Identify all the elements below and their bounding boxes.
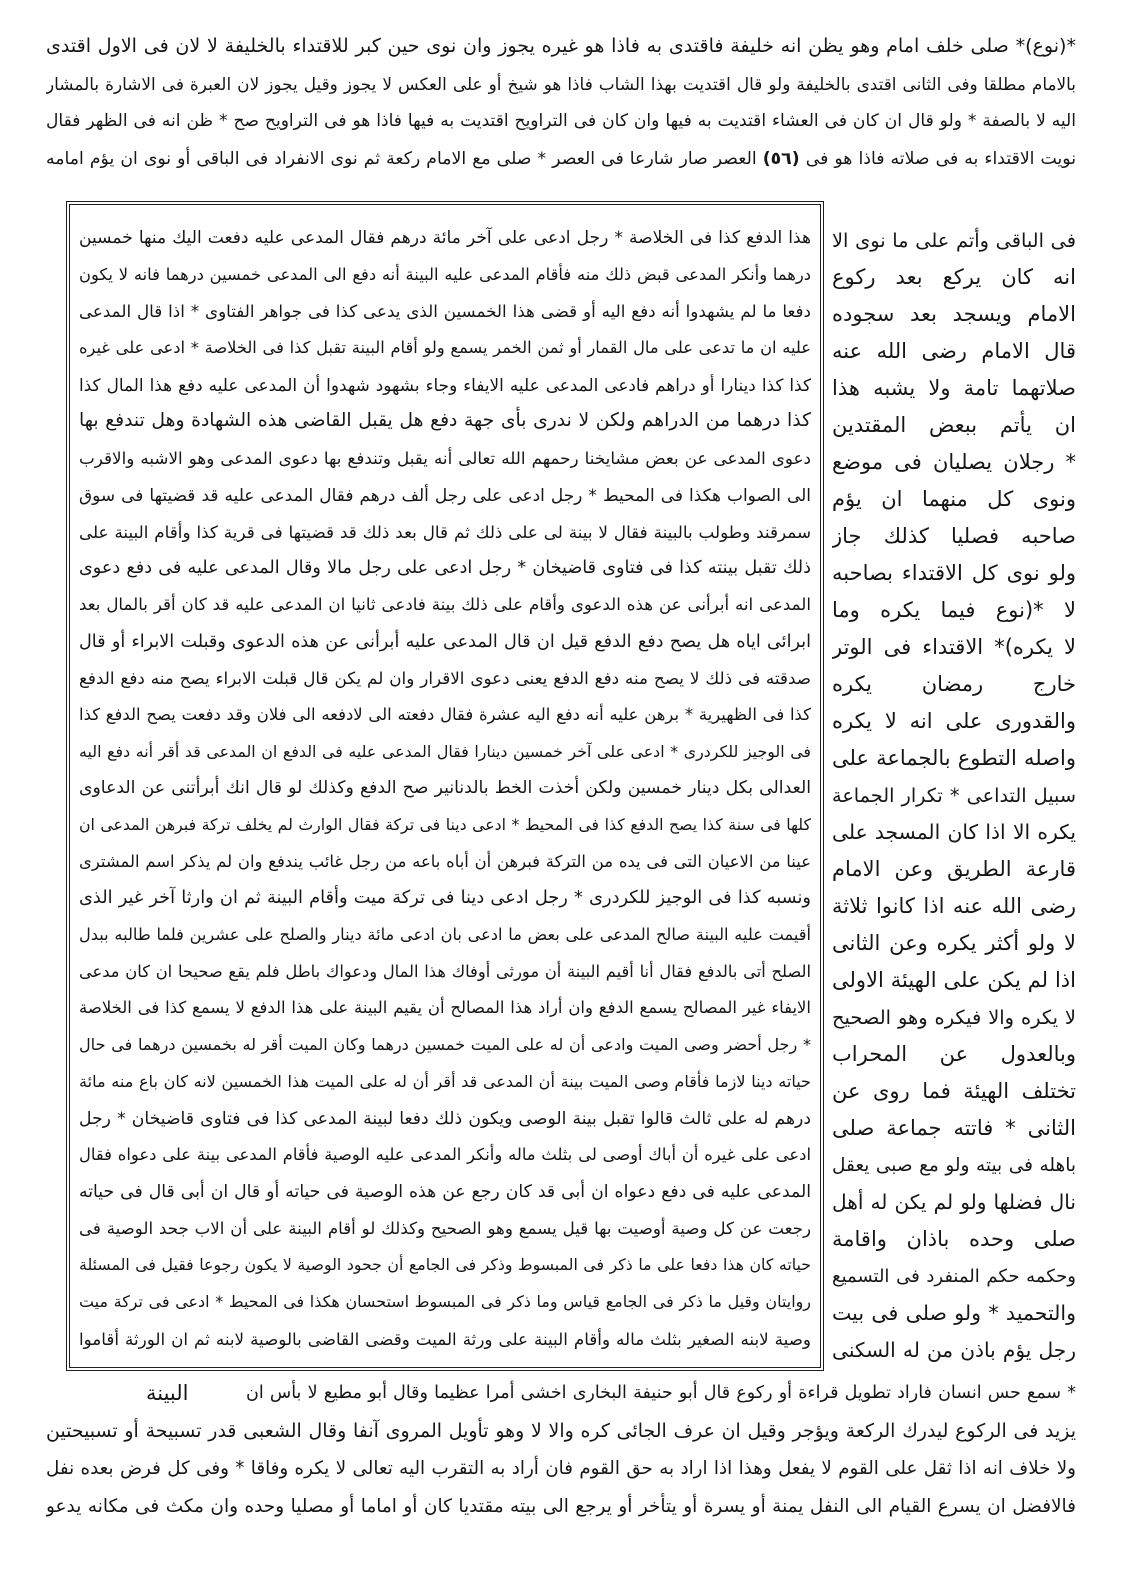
bottom-text-block <box>46 1375 1076 1525</box>
box-line-12: ابرائى اياه هل يصح دفع الدفع قيل ان قال المدعى عليه أبرأنى عن هذه الدعوى وقبلت الابراء أو قال <box>79 631 811 652</box>
top-line-4-end: العصر صار شارعا فى العصر * صلى مع الامام ركعة ثم نوى الانفراد فى الباقى أو نوى ان يؤم امامه <box>46 148 757 169</box>
side-line-3: الامام ويسجد بعد سجوده <box>832 302 1076 326</box>
side-line-11: لا *(نوع فيما يكره وما <box>832 598 1076 622</box>
top-line-1: *(نوع)* صلى خلف امام وهو يظن انه خليفة فاقتدى به فاذا هو غيره يجوز وان نوى حين كبر للاقتداء بالخليفة لا لان فى الاول اقتدى <box>46 35 1076 57</box>
box-line-29: حياته كان هذا دفعا على ما ذكر فى المبسوط وذكر فى الجامع أن جحود الوصية لا يكون رجوعا فقيل فى المسئلة <box>79 1255 811 1275</box>
box-line-5: كذا كذا دينارا أو دراهم فادعى المدعى عليه الايفاء وجاء بشهود شهدوا أن المدعى عليه دفع هذا المال كذا <box>79 374 811 395</box>
box-line-7: دعوى المدعى عن بعض مشايخنا رحمهم الله تعالى أنه يقبل وتندفع بها دعوى المدعى وهو الاشبه والاقرب <box>79 448 811 469</box>
side-line-5: صلاتهما تامة ولا يشبه هذا <box>832 376 1076 400</box>
box-line-2: درهما وأنكر المدعى قبض ذلك منه فأقام المدعى عليه البينة أنه دفع الى المدعى خمسين درهما فانه لا يكون <box>79 264 811 284</box>
side-line-10: ولو نوى كل الاقتداء بصاحبه <box>832 561 1076 585</box>
box-line-8: الى الصواب هكذا فى المحيط * رجل ادعى على رجل ألف درهم فقال المدعى عليه قد قضيتها فى سوق <box>79 484 811 505</box>
side-line-8: ونوى كل منهما ان يؤم <box>832 487 1076 511</box>
side-line-25: الثانى * فاتته جماعة صلى <box>832 1116 1076 1140</box>
box-line-17: كلها فى سنة كذا يصح الدفع كذا فى المحيط * ادعى دينا فى تركة فقال الوارث لم يخلف تركة فبرهن المدعى ان <box>79 815 811 834</box>
box-line-6: كذا درهما من الدراهم ولكن لا ندرى بأى جهة دفع هل يقبل القاضى هذه الشهادة وهل تندفع بها <box>79 410 811 432</box>
side-line-28: صلى وحده باذان واقامة <box>832 1227 1076 1251</box>
box-line-28: رجعت عن كل وصية أوصيت بها قيل يسمع وهو الصحيح وكذلك لو أقام البينة على أن الاب جحد الوصية فى <box>79 1218 811 1238</box>
box-line-21: الصلح أتى بالدفع فقال أنا أقيم البينة أن مورثى أوفاك هذا المال ودعواك باطل فلم يقع صحيحا ان كان مدعى <box>79 961 811 981</box>
bottom-line-3: ولا خلاف انه اذا ثقل على القوم لا يفعل وهذا اذا اراد به حق القوم فان أراد به التقرب اليه تعالى لا يكره وفاقا * وفى كل فرض بعده نفل <box>46 1458 1076 1479</box>
catchword: البينة <box>146 1381 189 1405</box>
side-line-15: واصله التطوع بالجماعة على <box>832 746 1076 770</box>
box-line-25: درهم له على ثالث قالوا تقبل بينة الوصى ويكون ذلك دفعا لبينة المدعى كذا فى فتاوى قاضيخان * رجل <box>79 1108 811 1129</box>
box-line-23: * رجل أحضر وصى الميت وادعى أن له على الميت خمسين درهما وكان الميت أقر له بخمسين درهما فى حال <box>79 1035 811 1055</box>
side-line-30: والتحميد * ولو صلى فى بيت <box>832 1301 1076 1325</box>
side-line-13: خارج رمضان يكره <box>832 672 1076 696</box>
side-line-14: والقدورى على انه لا يكره <box>832 709 1076 733</box>
bottom-line-2: يزيد فى الركوع ليدرك الركعة ويؤجر وقيل ان عرف الجائى كره والا لا وهو تأويل المروى آنفا وقال الشعبى قدر تسبيحة أو تسبيحتين <box>46 1419 1076 1442</box>
side-line-23: وبالعدول عن المحراب <box>832 1042 1076 1066</box>
side-line-20: لا ولو أكثر يكره وعن الثانى <box>832 931 1076 955</box>
side-line-4: قال الامام رضى الله عنه <box>832 339 1076 363</box>
top-line-3: اليه لا بالصفة * ولو قال ان كان فى العشاء اقتديت به فيها وان كان فى التراويح اقتديت به فيها فاذا هو فى التراويح صح * ظن انه فى الظهر فقال <box>46 111 1076 131</box>
side-line-29: وحكمه حكم المنفرد فى التسميع <box>832 1266 1076 1287</box>
box-line-27: المدعى عليه فى دفع دعواه ان أبى قد كان رجع عن هذه الوصية فى حياته أو قال ان أبى قال فى حياته <box>79 1181 811 1202</box>
box-line-14: كذا فى الظهيرية * برهن عليه أنه دفع اليه عشرة فقال دفعته الى لادفعه الى فلان وقد دفعت يصح الدفع كذا <box>79 704 811 724</box>
box-line-15: فى الوجيز للكردرى * ادعى على آخر خمسين دينارا فقال المدعى عليه فى الدفع ان المدعى قد أقر أنه دفع اليه <box>79 741 811 761</box>
box-line-13: صدقته فى ذلك لا يصح منه دفع الدفع يعنى دعوى الاقرار وان لم يكن قال قبلت الابراء يصح منه دفع الدفع <box>79 668 811 689</box>
box-line-26: ادعى على غيره أن أباك أوصى لى بثلث ماله وأنكر المدعى عليه الوصية فأقام المدعى بينة على دعواه فقال <box>79 1145 811 1165</box>
side-line-21: اذا لم يكن على الهيئة الاولى <box>832 968 1076 992</box>
bottom-line-1: * سمع حس انسان فاراد تطويل قراءة أو ركوع قال أبو حنيفة البخارى اخشى أمرا عظيما وقال أبو مطيع لا بأس ان <box>246 1383 1076 1403</box>
side-line-2: انه كان يركع بعد ركوع <box>832 265 1076 289</box>
box-line-11: المدعى انه أبرأنى عن هذه الدعوى وأقام على ذلك بينة فادعى ثانيا ان المدعى عليه قد كان أقر بالمال بعد <box>79 594 811 614</box>
box-line-9: سمرقند وطولب بالبينة فقال لا بينة لى على ذلك ثم قال بعد ذلك قد قضيتها فى قرية كذا وأقام البينة على <box>79 521 811 542</box>
side-line-31: رجل يؤم باذن من له السكنى <box>832 1338 1076 1362</box>
box-line-19: ونسبه كذا فى الوجيز للكردرى * رجل ادعى دينا فى تركة ميت وأقام البينة ثم ان وارثا آخر غير الذى <box>79 888 811 909</box>
side-line-22: لا يكره والا فيكره وهو الصحيح <box>832 1006 1076 1029</box>
top-line-2: بالامام مطلقا وفى الثانى اقتدى بالخليفة ولو قال اقتديت بهذا الشاب فاذا هو شيخ أو على العكس لا يجوز وقيل يجوز لان العبرة فى الاشارة بالمشار <box>46 73 1076 94</box>
box-line-4: عليه ان ما تدعى على مال القمار أو ثمن الخمر يسمع ولو أقام البينة تقبل كذا فى الخلاصة * ادعى على غيره <box>79 338 811 358</box>
side-line-9: صاحبه فصليا كذلك جاز <box>832 524 1076 548</box>
side-line-17: يكره الا اذا كان المسجد على <box>832 820 1076 844</box>
side-line-19: رضى الله عنه اذا كانوا ثلاثة <box>832 894 1076 918</box>
box-line-16: العدالى بكل دينار خمسين ولكن أخذت الخط بالدنانير صح الدفع وكذلك لو قال انك أبرأتنى عن الدعاوى <box>79 778 811 799</box>
side-line-7: * رجلان يصليان فى موضع <box>832 450 1076 474</box>
top-text-block <box>46 28 1076 178</box>
box-line-22: الايفاء غير المصالح يسمع الدفع وان أراد هذا المصالح أن يقيم البينة على هذا الدفع لا يسمع كذا فى الخلاصة <box>79 998 811 1018</box>
side-line-26: باهله فى بيته ولو مع صبى يعقل <box>832 1155 1076 1176</box>
box-line-20: أقيمت عليه البينة صالح المدعى على بعض ما ادعى بان ادعى مائة دينار والصلح على عشرين فلما طالبه ببدل <box>79 925 811 945</box>
side-line-1: فى الباقى وأتم على ما نوى الا <box>832 229 1076 252</box>
side-line-12: لا يكره)* الاقتداء فى الوتر <box>832 635 1076 659</box>
side-column <box>832 222 1076 1369</box>
bottom-line-4: فالافضل ان يسرع القيام الى النفل يمنة أو يسرة أو يتأخر أو يرجع الى بيته مقتديا كان أو اماما أو مصليا وحده وان مكث فى مكانه يدعو <box>46 1495 1076 1517</box>
top-line-4 <box>46 141 1076 179</box>
box-line-3: دفعا ما لم يشهدوا أنه دفع اليه أو قضى هذا الخمسين الذى يدعى كذا فى جواهر الفتاوى * اذا قال المدعى <box>79 301 811 322</box>
framed-text-box <box>66 201 824 1371</box>
box-line-30: روايتان وقيل ما ذكر فى الجامع قياس وما ذكر فى المبسوط استحسان هكذا فى المحيط * ادعى فى تركة ميت <box>79 1291 811 1311</box>
side-line-6: ان يأتم ببعض المقتدين <box>832 413 1076 437</box>
framed-text-lines <box>79 220 811 1357</box>
top-line-4-start: نويت الاقتداء به فى صلاته فاذا هو فى <box>805 148 1076 169</box>
box-line-18: عينا من الاعيان التى فى يده من التركة فبرهن أن أباه باعه من رجل غائب يندفع وان لم يذكر اسم المشترى <box>79 851 811 871</box>
side-line-24: تختلف الهيئة فما روى عن <box>832 1079 1076 1103</box>
side-line-27: نال فضلها ولو لم يكن له أهل <box>832 1190 1076 1214</box>
box-line-31: وصية لابنه الصغير بثلث ماله وأقام البينة على ورثة الميت وقضى القاضى بالوصية لابنه ثم ان الورثة أقاموا <box>79 1328 811 1349</box>
side-line-16: سبيل التداعى * تكرار الجماعة <box>832 784 1076 807</box>
box-line-10: ذلك تقبل بينته كذا فى فتاوى قاضيخان * رجل ادعى على رجل مالا وقال المدعى عليه فى دفع دعوى <box>79 558 811 579</box>
page-number: (٥٦) <box>762 148 800 169</box>
box-line-1: هذا الدفع كذا فى الخلاصة * رجل ادعى على آخر مائة درهم فقال المدعى عليه دفعت اليك منها خمسين <box>79 228 811 248</box>
box-line-24: حياته دينا لازما فأقام وصى الميت بينة أن المدعى قد أقر أن له على الميت هذا الخمسين لانه كان باع منه مائة <box>79 1071 811 1091</box>
side-line-18: قارعة الطريق وعن الامام <box>832 857 1076 881</box>
